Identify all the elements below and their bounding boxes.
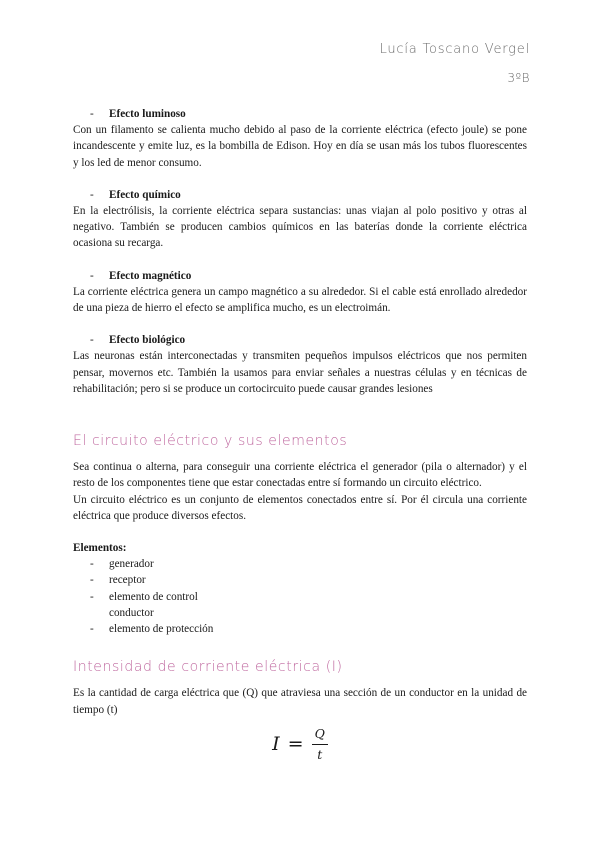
effect-section-luminoso [73,106,527,171]
elements-title: Elementos: [73,542,127,555]
list-item [73,621,527,637]
list-item-text: receptor [109,574,146,587]
list-dash: - [90,269,94,282]
effect-title-text: Efecto químico [109,188,181,201]
effect-title-text: Efecto magnético [109,269,192,282]
list-item-text: generador [109,558,154,571]
list-item-text: conductor [109,606,154,619]
page-header [380,42,530,85]
list-item [73,556,527,572]
intensity-formula [73,726,527,763]
list-item [73,605,527,621]
list-dash: - [90,108,94,120]
effect-paragraph: En la electrólisis, la corriente eléctrica separa sustancias: unas viajan al polo positivo y otras al negativo. También se producen cambios químicos en las baterías donde la corriente eléctrica ocasiona su recarga. [73,205,527,250]
effect-title-text: Efecto biológico [109,334,186,347]
document-body [73,106,527,763]
formula-fraction [312,726,328,763]
list-dash: - [90,623,94,636]
formula-numerator: Q [312,726,328,745]
formula-lhs: I [272,733,280,756]
effect-paragraph: Con un filamento se calienta mucho debido al paso de la corriente eléctrica (efecto joule) se pone incandescente y emite luz, es la bombilla de Edison. Hoy en día se usan más los tubos fluorescentes y los led de menor consumo. [73,124,527,169]
list-dash: - [90,574,94,587]
list-dash: - [90,334,94,347]
formula-denominator: t [317,747,323,763]
effect-title [73,268,527,284]
effect-title-text: Efecto luminoso [109,108,186,120]
list-dash: - [90,558,94,571]
author-name: Lucía Toscano Vergel [379,42,530,57]
effect-section-biologico [73,332,527,397]
list-item [73,572,527,588]
elements-list [73,556,527,637]
effect-title [73,187,527,203]
class-grade: 3ºB [507,71,530,85]
list-dash: - [90,590,94,603]
effect-paragraph: La corriente eléctrica genera un campo magnético a su alrededor. Si el cable está enrollado alrededor de una pieza de hierro el efecto se amplifica mucho, es un electroimán. [73,285,527,315]
effect-paragraph: Las neuronas están interconectadas y transmiten pequeños impulsos eléctricos que nos permiten pensar, movernos etc. También la usamos para enviar señales a nuestras células y en técnicas de rehabilitación; pero si se produce un cortocircuito puede causar grandes lesiones [73,350,527,395]
list-item [73,589,527,605]
circuit-heading: El circuito eléctrico y sus elementos [73,433,348,450]
list-dash: - [90,188,94,201]
circuit-paragraph-2: Un circuito eléctrico es un conjunto de elementos conectados entre sí. Por él circula una corriente eléctrica que produce diversos efectos. [73,493,527,522]
effect-section-magnetico [73,268,527,317]
effect-section-quimico [73,187,527,252]
intensity-heading: Intensidad de corriente eléctrica (I) [73,659,343,676]
list-item-text: elemento de protección [109,623,214,636]
circuit-paragraph-1: Sea continua o alterna, para conseguir una corriente eléctrica el generador (pila o alternador) y el resto de los componentes tiene que estar conectadas entre sí formando un circuito eléctrico. [73,461,527,490]
effect-title [73,106,527,122]
formula-equals: = [287,733,304,756]
effect-title [73,332,527,348]
intensity-paragraph: Es la cantidad de carga eléctrica que (Q) que atraviesa una sección de un conductor en la unidad de tiempo (t) [73,687,527,716]
list-item-text: elemento de control [109,590,198,603]
